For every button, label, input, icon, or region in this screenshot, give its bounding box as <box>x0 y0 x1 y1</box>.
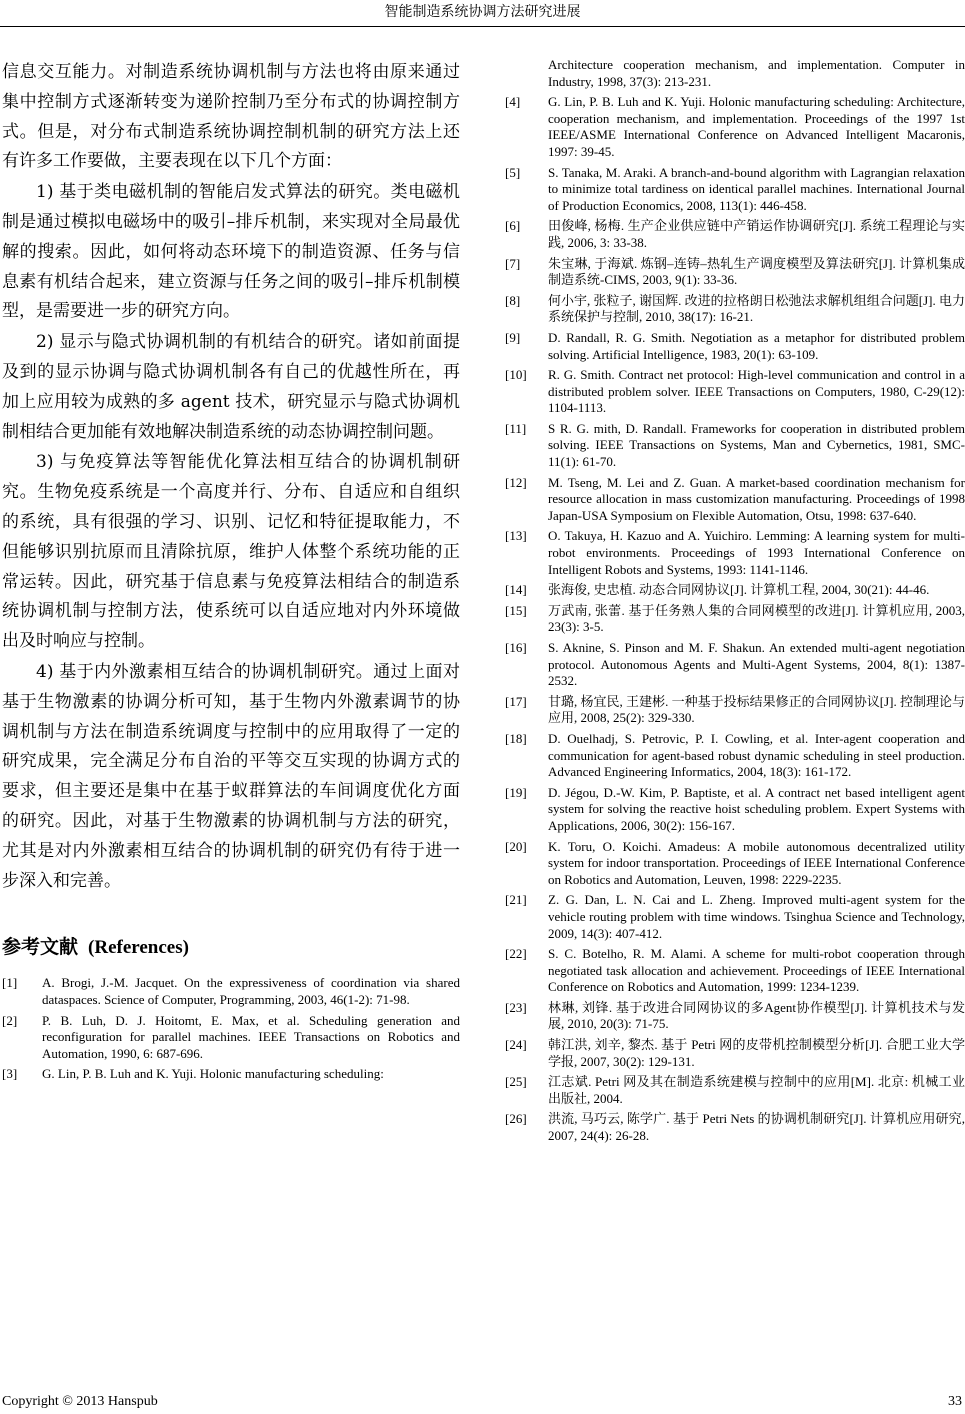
reference-item <box>505 367 965 417</box>
reference-number: [4] <box>505 94 521 110</box>
reference-number: [16] <box>505 640 527 655</box>
reference-item <box>505 640 965 690</box>
reference-text: 林琳, 刘锋. 基于改进合同网协议的多Agent协作模型[J]. 计算机技术与发展, 2010, 20(3): 71-75. <box>548 999 965 1032</box>
reference-item <box>505 785 965 835</box>
reference-item <box>2 1066 460 1083</box>
reference-text: M. Tseng, M. Lei and Z. Guan. A market-based coordination mechanism for resource allocation in mass customization manufacturing. Proceedings of 1998 Japan-USA Symposium on Flexible Automation, Otsu, 1998: 637-640. <box>548 474 965 523</box>
reference-text: D. Randall, R. G. Smith. Negotiation as a metaphor for distributed problem solving. Artificial Intelligence, 1983, 20(1): 63-109. <box>548 329 965 362</box>
reference-number: [9] <box>505 329 521 345</box>
intro-paragraph: 信息交互能力。对制造系统协调机制与方法也将由原来通过集中控制方式逐渐转变为递阶控制乃至分布式的协调控制方式。但是，对分布式制造系统协调控制机制的研究方法上还有许多工作要做，主要表现在以下几个方面： <box>2 62 460 172</box>
reference-text: G. Lin, P. B. Luh and K. Yuji. Holonic manufacturing scheduling: Architecture, cooperation mechanism, and implementation. Proceedings of the 1997 1st IEEE/ASME International Conference on Advanced Intelligent Macaronis, 1997: 39-45. <box>548 94 965 159</box>
reference-item <box>505 731 965 781</box>
left-column <box>2 58 460 1087</box>
references-heading-cn: 参考文献 <box>2 936 79 959</box>
reference-number: [1] <box>2 975 18 991</box>
reference-text: 何小宇, 张粒子, 谢国辉. 改进的拉格朗日松弛法求解机组组合问题[J]. 电力系统保护与控制, 2010, 38(17): 16-21. <box>548 292 965 325</box>
references-heading-en: (References) <box>88 937 189 959</box>
reference-text: Z. G. Dan, L. N. Cai and L. Zheng. Improved multi-agent system for the vehicle routing problem with time windows. Tsinghua Science and Technology, 2009, 14(3): 407-412. <box>548 892 965 941</box>
reference-number: [13] <box>505 528 527 544</box>
reference-text: 田俊峰, 杨梅. 生产企业供应链中产销运作协调研究[J]. 系统工程理论与实践, 2006, 3: 33-38. <box>548 218 965 250</box>
reference-number: [20] <box>505 838 527 854</box>
reference-item <box>505 839 965 889</box>
reference-text: D. Jégou, D.-W. Kim, P. Baptiste, et al. A contract net based intelligent agent system for solving the reactive hoist scheduling problem. Expert Systems with Applications, 2006, 30(2): 156-167. <box>548 784 965 833</box>
point-1-paragraph: 1) 基于类电磁机制的智能启发式算法的研究。类电磁机制是通过模拟电磁场中的吸引–排斥机制，来实现对全局最优解的搜索。因此，如何将动态环境下的制造资源、任务与信息素有机结合起来，建立资源与任务之间的吸引–排斥机制模型，是需要进一步的研究方向。 <box>2 182 460 322</box>
reference-item <box>505 582 965 599</box>
reference-number: [14] <box>505 582 527 598</box>
reference-text: 万武南, 张蕾. 基于任务熟人集的合同网模型的改进[J]. 计算机应用, 2003, 23(3): 3-5. <box>548 602 965 635</box>
reference-item <box>505 892 965 942</box>
reference-text: 江志斌. Petri 网及其在制造系统建模与控制中的应用[M]. 北京: 机械工业出版社, 2004. <box>548 1074 965 1106</box>
header-rule <box>0 26 965 27</box>
reference-text: 张海俊, 史忠植. 动态合同网协议[J]. 计算机工程, 2004, 30(21): 44-46. <box>548 582 930 598</box>
reference-text: 朱宝琳, 于海斌. 炼钢–连铸–热轧生产调度模型及算法研究[J]. 计算机集成制造系统-CIMS, 2003, 9(1): 33-36. <box>548 255 965 288</box>
reference-number: [7] <box>505 255 521 271</box>
reference-text: 韩江洪, 刘辛, 黎杰. 基于 Petri 网的皮带机控制模型分析[J]. 合肥工业大学学报, 2007, 30(2): 129-131. <box>548 1037 965 1069</box>
reference-number: [5] <box>505 164 521 180</box>
reference-text: S R. G. mith, D. Randall. Frameworks for cooperation in distributed problem solving. IEEE Transactions on Systems, Man and Cybernetics, 1981, SMC-11(1): 61-70. <box>548 420 965 470</box>
point-4-paragraph: 4) 基于内外激素相互结合的协调机制研究。通过上面对基于生物激素的协调分析可知，基于生物内外激素调节的协调机制与方法在制造系统调度与控制中的应用取得了一定的研究成果，完全满足分布自治的平等交互实现的协调方式的要求，但主要还是集中在基于蚁群算法的车间调度优化方面的研究。因此，对基于生物激素的协调机制与方法的研究，尤其是对内外激素相互结合的协调机制的研究仍有待于进一步深入和完善。 <box>2 661 460 891</box>
reference-number: [8] <box>505 292 521 308</box>
reference-number: [26] <box>505 1111 527 1127</box>
reference-number: [23] <box>505 999 527 1015</box>
left-reference-list <box>2 975 460 1083</box>
reference-number: [17] <box>505 693 527 709</box>
point-3-paragraph: 3) 与免疫算法等智能优化算法相互结合的协调机制研究。生物免疫系统是一个高度并行、分布、自适应和自组织的系统，具有很强的学习、识别、记忆和特征提取能力，不但能够识别抗原而且清除抗原，维护人体整个系统功能的正常运转。因此，研究基于信息素与免疫算法相结合的制造系统协调机制与控制方法，使系统可以自适应地对内外环境做出及时响应与控制。 <box>2 452 460 652</box>
reference-text: A. Brogi, J.-M. Jacquet. On the expressiveness of coordination via shared dataspaces. Science of Computer, Programming, 2003, 46(1-2): 71-98. <box>42 975 460 1007</box>
reference-number: [21] <box>505 892 527 908</box>
page-number: 33 <box>948 1394 962 1409</box>
copyright-notice: Copyright © 2013 Hanspub <box>2 1394 158 1409</box>
reference-text: O. Takuya, H. Kazuo and A. Yuichiro. Lemming: A learning system for multi-robot environments. Proceedings of 1993 International Conference on Intelligent Robots and Systems, 1993: 1141-1146. <box>548 528 965 577</box>
references-heading <box>2 934 460 961</box>
reference-number: [15] <box>505 602 527 618</box>
point-2-paragraph: 2) 显示与隐式协调机制的有机结合的研究。诸如前面提及到的显示协调与隐式协调机制各有自己的优越性所在，再加上应用较为成熟的多 agent 技术，研究显示与隐式协调机制相结合更加能有效地解决制造系统的动态协调控制问题。 <box>2 332 460 442</box>
reference-text: D. Ouelhadj, S. Petrovic, P. I. Cowling, et al. Inter-agent cooperation and communication for agent-based robust dynamic scheduling in steel production. Advanced Engineering Informatics, 2004, 18(3): 161-172. <box>548 730 965 780</box>
reference-item <box>505 694 965 727</box>
right-reference-list <box>505 94 965 1144</box>
reference-item <box>505 330 965 363</box>
reference-item <box>505 946 965 996</box>
reference-item <box>505 293 965 326</box>
right-column <box>505 57 965 1149</box>
reference-text: P. B. Luh, D. J. Hoitomt, E. Max, et al. Scheduling generation and reconfiguration for parallel machines. IEEE Transactions on Robotics and Automation, 1990, 6: 687-696. <box>42 1012 460 1061</box>
reference-item <box>505 528 965 578</box>
reference-item <box>505 475 965 525</box>
reference-number: [3] <box>2 1066 18 1082</box>
reference-number: [2] <box>2 1012 18 1028</box>
reference-item <box>505 1111 965 1144</box>
reference-number: [12] <box>505 474 527 490</box>
reference-item <box>505 1037 965 1070</box>
reference-text: R. G. Smith. Contract net protocol: High-level communication and control in a distributed problem solver. IEEE Transactions on Computers, 1980, C-29(12): 1104-1113. <box>548 367 965 416</box>
reference-item <box>505 1074 965 1107</box>
reference-number: [10] <box>505 367 527 383</box>
reference-text: K. Toru, O. Koichi. Amadeus: A mobile autonomous decentralized utility system for indoor transportation. Proceedings of IEEE International Conference on Robotics and Automation, Leuven, 1998: 2229-2235. <box>548 838 965 887</box>
reference-item <box>505 94 965 160</box>
running-header: 智能制造系统协调方法研究进展 <box>384 4 581 20</box>
reference-number: [6] <box>505 218 521 234</box>
reference-number: [24] <box>505 1037 527 1053</box>
reference-item <box>505 1000 965 1033</box>
reference-item <box>505 256 965 289</box>
reference-text: S. Aknine, S. Pinson and M. F. Shakun. An extended multi-agent negotiation protocol. Autonomous Agents and Multi-Agent Systems, 2004, 8(1): 1387-2532. <box>548 640 965 689</box>
page-footer <box>2 1392 962 1412</box>
reference-text: G. Lin, P. B. Luh and K. Yuji. Holonic manufacturing scheduling: <box>42 1066 384 1082</box>
reference-number: [11] <box>505 420 527 436</box>
reference-text: S. C. Botelho, R. M. Alami. A scheme for multi-robot cooperation through negotiated task allocation and achievement. Proceedings of IEEE International Conference on Robotics and Automation, 1999: 1234-1239. <box>548 946 965 995</box>
reference-item <box>505 421 965 471</box>
reference-number: [22] <box>505 946 527 962</box>
reference-text: 洪流, 马巧云, 陈学广. 基于 Petri Nets 的协调机制研究[J]. 计算机应用研究, 2007, 24(4): 26-28. <box>548 1111 965 1144</box>
reference-item <box>505 218 965 251</box>
reference-item <box>2 975 460 1008</box>
reference-text: S. Tanaka, M. Araki. A branch-and-bound algorithm with Lagrangian relaxation to minimize total tardiness on identical parallel machines. International Journal of Production Economics, 2008, 113(1): 446-458. <box>548 164 965 213</box>
reference-number: [25] <box>505 1074 527 1090</box>
reference-item <box>2 1013 460 1063</box>
reference-number: [19] <box>505 784 527 800</box>
reference-text: 甘璐, 杨宜民, 王建彬. 一种基于投标结果修正的合同网协议[J]. 控制理论与应用, 2008, 25(2): 329-330. <box>548 693 965 726</box>
reference-item <box>505 165 965 215</box>
reference-item <box>505 603 965 636</box>
reference-3-continuation: Architecture cooperation mechanism, and implementation. Computer in Industry, 1998, 37(3): 213-231. <box>548 57 965 89</box>
reference-number: [18] <box>505 730 527 746</box>
